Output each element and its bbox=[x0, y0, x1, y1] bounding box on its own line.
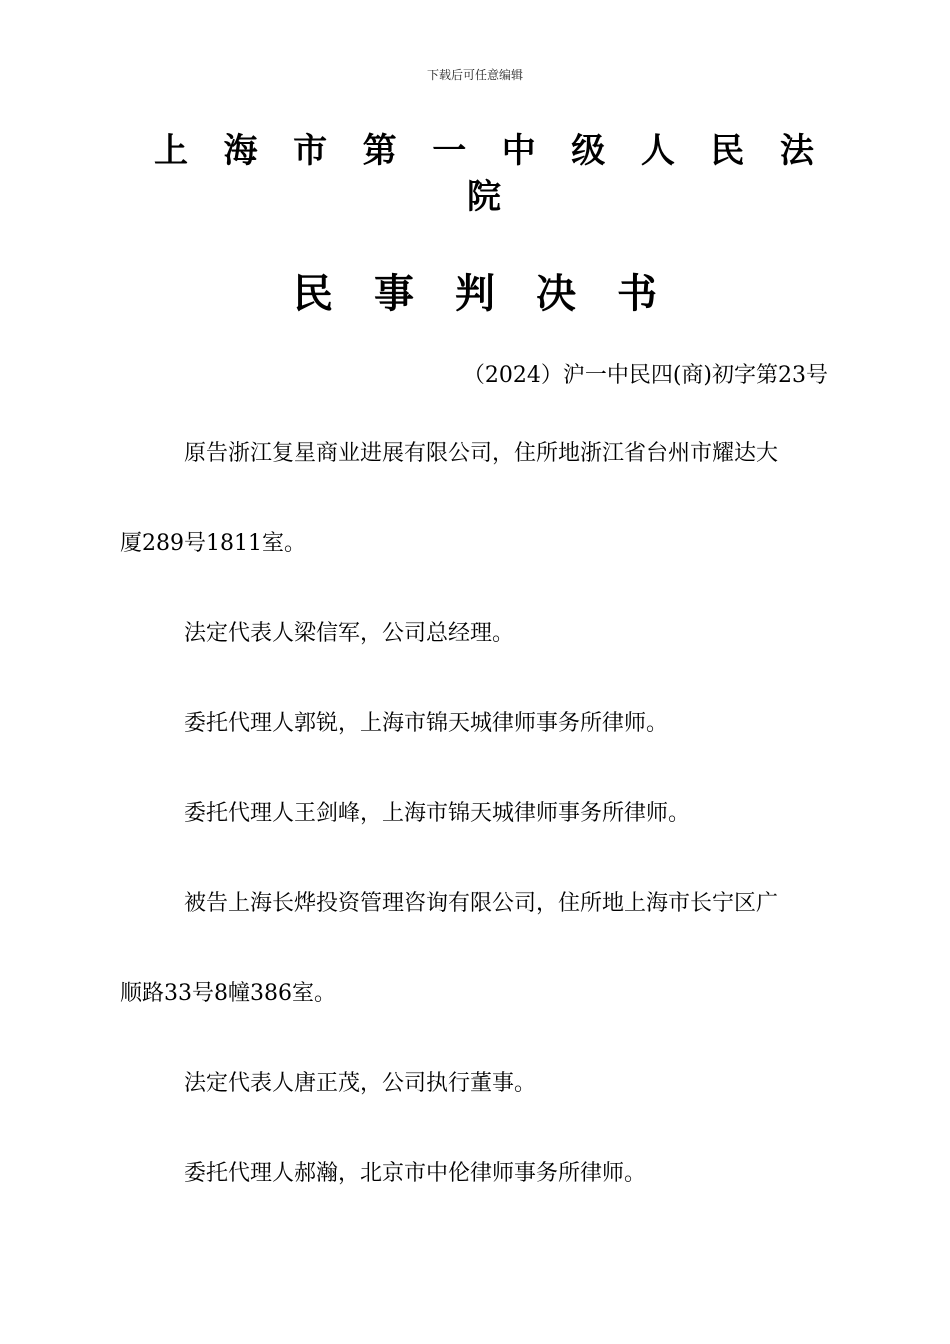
court-name-char: 海 bbox=[223, 131, 258, 171]
case-number: （2024）沪一中民四(商)初字第23号 bbox=[462, 363, 828, 388]
court-name-char: 市 bbox=[293, 131, 328, 171]
court-name-char: 一 bbox=[432, 131, 467, 171]
paragraph-plaintiff-representative: 法定代表人梁信军，公司总经理。 bbox=[184, 621, 515, 646]
paragraph-defendant-address: 顺路33号8幢386室。 bbox=[120, 981, 336, 1006]
document-title: 民事判决书 bbox=[293, 271, 698, 317]
court-name-char: 民 bbox=[710, 131, 745, 171]
court-name-char: 法 bbox=[779, 131, 814, 171]
paragraph-plaintiff-agent-1: 委托代理人郭锐，上海市锦天城律师事务所律师。 bbox=[184, 711, 669, 736]
court-name-char: 级 bbox=[571, 131, 606, 171]
court-name-line2: 院 bbox=[467, 177, 501, 217]
court-name-char: 上 bbox=[154, 131, 188, 171]
paragraph-defendant-agent: 委托代理人郝瀚，北京市中伦律师事务所律师。 bbox=[184, 1161, 647, 1186]
court-name-char: 第 bbox=[362, 131, 397, 171]
court-name bbox=[154, 128, 814, 220]
paragraph-plaintiff-agent-2: 委托代理人王剑峰，上海市锦天城律师事务所律师。 bbox=[184, 801, 691, 826]
paragraph-defendant: 被告上海长烨投资管理咨询有限公司，住所地上海市长宁区广 bbox=[184, 891, 779, 916]
court-name-char: 人 bbox=[640, 131, 675, 171]
paragraph-plaintiff: 原告浙江复星商业进展有限公司，住所地浙江省台州市耀达大 bbox=[184, 441, 779, 466]
court-name-line1 bbox=[154, 128, 814, 174]
paragraph-defendant-representative: 法定代表人唐正茂，公司执行董事。 bbox=[184, 1071, 537, 1096]
court-name-char: 中 bbox=[501, 131, 536, 171]
paragraph-plaintiff-address: 厦289号1811室。 bbox=[120, 531, 306, 556]
header-note: 下载后可任意编辑 bbox=[426, 68, 523, 82]
